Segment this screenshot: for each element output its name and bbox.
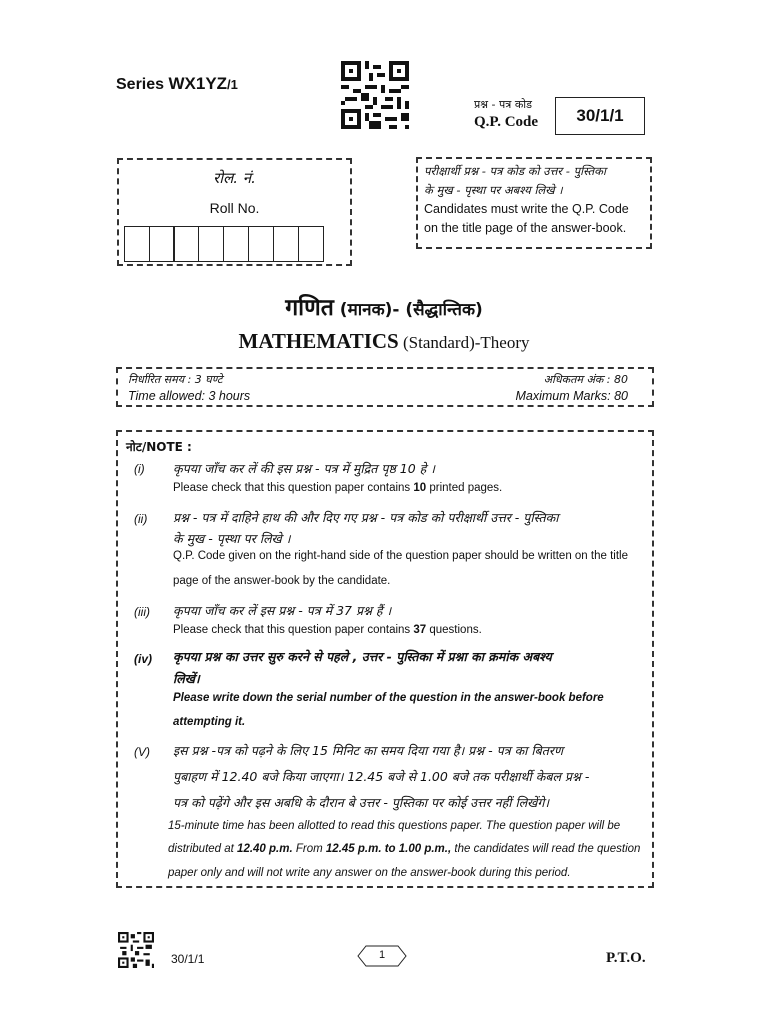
series-code: WX1YZ xyxy=(168,74,228,93)
note-text-bold: 10 xyxy=(413,482,427,494)
roll-cell[interactable] xyxy=(223,226,249,262)
page-number-badge xyxy=(357,945,407,967)
note-number: (i) xyxy=(134,462,145,476)
note-text-bold: 12.45 p.m. to 1.00 p.m., xyxy=(325,843,452,855)
note-box xyxy=(116,430,654,888)
qp-code-label-hindi: प्रश्न - पत्र कोड xyxy=(474,98,532,111)
subject-title-sub: (Standard)-Theory xyxy=(398,333,530,352)
roll-cell[interactable] xyxy=(149,226,175,262)
qp-code-label: Q.P. Code xyxy=(474,114,539,130)
maximum-marks-hindi: अधिकतम अंक : 80 xyxy=(543,373,628,386)
note-text: the candidates will read the question xyxy=(451,843,641,855)
instruction-hindi-line: के मुख - पृस्था पर अबश्य लिखे । xyxy=(424,183,563,197)
note-number: (ii) xyxy=(134,512,148,526)
note-heading: नोट/NOTE : xyxy=(126,440,192,454)
subject-title xyxy=(0,329,768,354)
note-hindi-line: पत्र को पढ़ेंगे और इस अबधि के दौरान बे उत्तर - पुस्तिका पर कोई उत्तर नहीं लिखेंगे। xyxy=(173,795,550,810)
note-text: distributed at xyxy=(168,843,238,855)
subject-title-hindi-sub: (मानक)- (सैद्धान्तिक) xyxy=(333,300,483,320)
roll-label-hindi: रोल. नं. xyxy=(213,169,256,187)
roll-cell[interactable] xyxy=(124,226,150,262)
note-number: (iv) xyxy=(134,652,152,666)
roll-label: Roll No. xyxy=(209,200,260,216)
note-hindi-line: प्रश्न - पत्र में दाहिने हाथ की और दिए गए प्रश्न - पत्र कोड को परीक्षार्थी उत्तर - पुस्तिका xyxy=(173,510,559,525)
note-text: Please check that this question paper contains xyxy=(173,482,414,494)
roll-number-box xyxy=(117,158,352,266)
roll-cell[interactable] xyxy=(248,226,274,262)
note-hindi-line: कृपया जाँच कर लें इस प्रश्न - पत्र में 37 प्रश्न हैं । xyxy=(173,603,392,618)
note-english-line: paper only and will not write any answer on the answer-book during this period. xyxy=(168,867,571,879)
subject-title-hindi xyxy=(0,290,768,322)
note-text-bold: 12.40 p.m. xyxy=(237,843,293,855)
roll-cell[interactable] xyxy=(273,226,299,262)
note-number: (iii) xyxy=(134,605,150,619)
series-prefix: Series xyxy=(116,76,169,93)
note-hindi-line: कृपया जाँच कर लें की इस प्रश्न - पत्र में मुद्रित पृष्ठ 10 हे । xyxy=(173,461,436,476)
subject-title-hindi-main: गणित xyxy=(285,295,334,321)
note-english-line: Please write down the serial number of the question in the answer-book before xyxy=(173,692,604,704)
qr-code-footer xyxy=(118,932,154,968)
please-turn-over: P.T.O. xyxy=(606,950,646,966)
instruction-english-line: Candidates must write the Q.P. Code xyxy=(424,202,629,216)
note-english-line xyxy=(173,482,646,494)
subject-title-main: MATHEMATICS xyxy=(238,329,399,353)
page-number: 1 xyxy=(378,949,386,961)
note-text: From xyxy=(292,843,326,855)
note-english-line: attempting it. xyxy=(173,716,246,728)
note-number: (V) xyxy=(134,745,150,759)
qp-code-value: 30/1/1 xyxy=(555,97,645,135)
note-hindi-line: लिखें। xyxy=(173,671,200,686)
note-hindi-line: के मुख - पृस्था पर लिखे । xyxy=(173,531,291,546)
note-english-line: Q.P. Code given on the right-hand side of the question paper should be written on the title xyxy=(173,550,628,562)
note-text: printed pages. xyxy=(426,482,503,494)
note-english-line: page of the answer-book by the candidate. xyxy=(173,575,391,587)
series-label xyxy=(116,74,238,94)
instruction-hindi-line: परीक्षार्थी प्रश्न - पत्र कोड को उत्तर - पुस्तिका xyxy=(424,164,606,178)
footer-qp-code: 30/1/1 xyxy=(171,952,205,966)
note-text: Please check that this question paper contains xyxy=(173,624,414,636)
time-allowed: Time allowed: 3 hours xyxy=(128,389,251,403)
note-hindi-line: पुबाहण में 12.40 बजे किया जाएगा। 12.45 बजे से 1.00 बजे तक परीक्षार्थी केबल प्रश्न - xyxy=(173,769,590,784)
note-text-bold: 37 xyxy=(413,624,427,636)
note-hindi-line: कृपया प्रश्न का उत्तर सुरु करने से पहले , उत्तर - पुस्तिका में प्रश्ना का क्रमांक अबश्य xyxy=(173,649,552,664)
note-english-line: 15-minute time has been allotted to read this questions paper. The question paper will be xyxy=(168,820,621,832)
series-suffix: /1 xyxy=(227,77,238,92)
roll-cell[interactable] xyxy=(298,226,324,262)
note-english-line xyxy=(173,624,646,636)
roll-cell[interactable] xyxy=(198,226,224,262)
roll-cell[interactable] xyxy=(173,226,199,262)
note-english-line xyxy=(168,843,646,855)
qp-code-instruction-box xyxy=(416,157,652,249)
qr-code-top xyxy=(341,61,409,129)
maximum-marks: Maximum Marks: 80 xyxy=(515,389,628,403)
instruction-english-line: on the title page of the answer-book. xyxy=(424,221,627,235)
time-allowed-hindi: निर्धारित समय : 3 घण्टे xyxy=(128,373,223,386)
note-text: questions. xyxy=(426,624,482,636)
note-hindi-line: इस प्रश्न -पत्र को पढ़ने के लिए 15 मिनिट का समय दिया गया है। प्रश्न - पत्र का बितरण xyxy=(173,743,564,758)
roll-number-cells xyxy=(125,226,324,262)
time-marks-box xyxy=(116,367,654,407)
